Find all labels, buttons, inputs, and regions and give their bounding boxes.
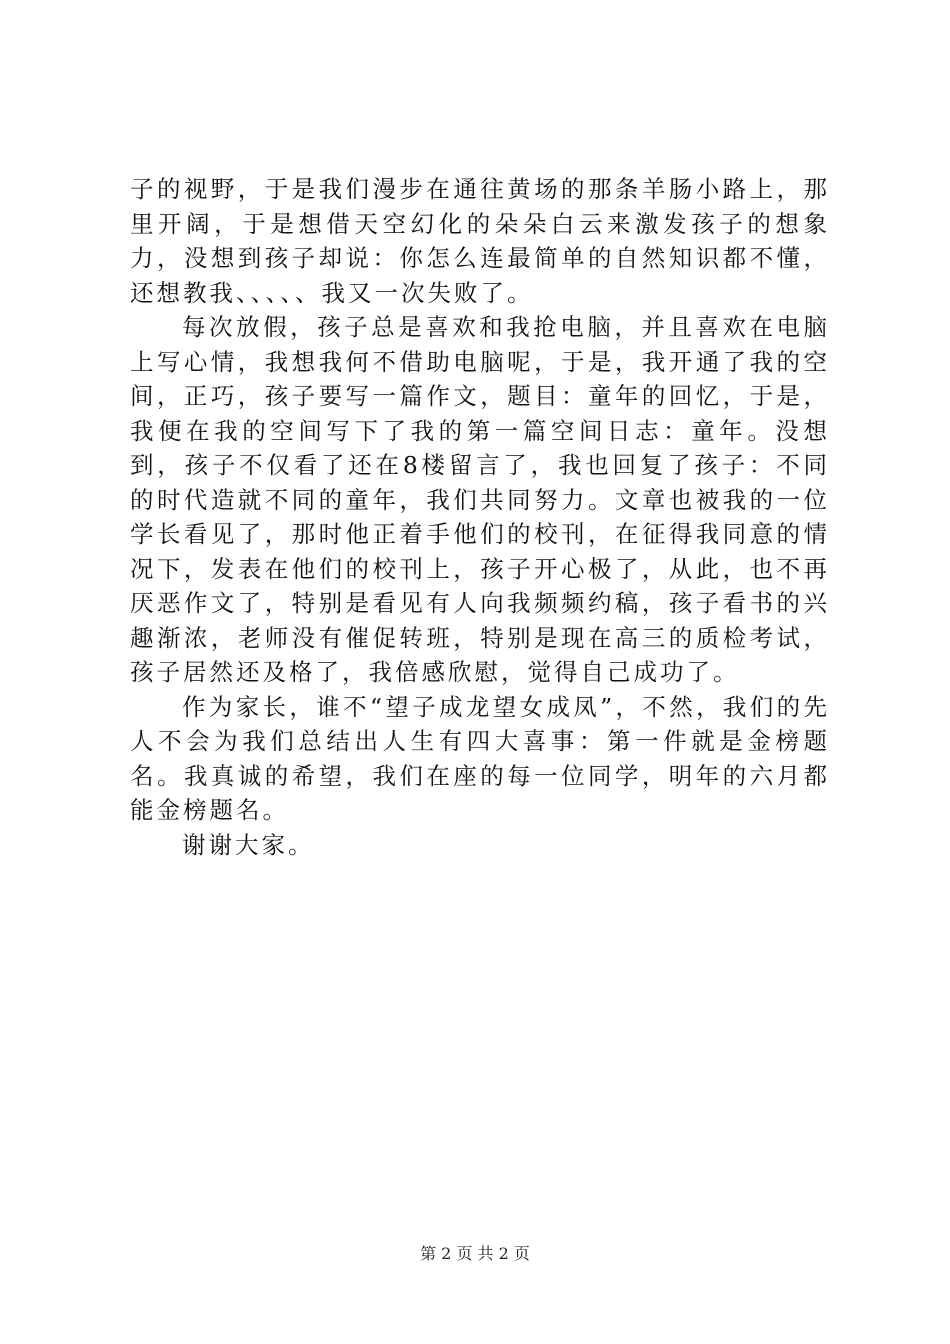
paragraph-1: 子的视野，于是我们漫步在通往黄场的那条羊肠小路上，那里开阔，于是想借天空幻化的朵朵白云来激发孩子的想象力，没想到孩子却说：你怎么连最简单的自然知识都不懂，还想教我、、、、、我又一次失败了。 <box>130 175 830 307</box>
paragraph-3: 作为家长，谁不“望子成龙望女成凤”，不然，我们的先人不会为我们总结出人生有四大喜事：第一件就是金榜题名。我真诚的希望，我们在座的每一位同学，明年的六月都能金榜题名。 <box>130 692 830 824</box>
paragraph-2: 每次放假，孩子总是喜欢和我抢电脑，并且喜欢在电脑上写心情，我想我何不借助电脑呢，于是，我开通了我的空间，正巧，孩子要写一篇作文，题目：童年的回忆，于是，我便在我的空间写下了我的第一篇空间日志：童年。没想到，孩子不仅看了还在8楼留言了，我也回复了孩子：不同的时代造就不同的童年，我们共同努力。文章也被我的一位学长看见了，那时他正着手他们的校刊，在征得我同意的情况下，发表在他们的校刊上，孩子开心极了，从此，也不再厌恶作文了，特别是看见有人向我频频约稿，孩子看书的兴趣渐浓，老师没有催促转班，特别是现在高三的质检考试，孩子居然还及格了，我倍感欣慰，觉得自己成功了。 <box>130 313 830 686</box>
page-number-footer: 第 2 页 共 2 页 <box>420 1244 530 1263</box>
body-text <box>130 172 830 862</box>
paragraph-4: 谢谢大家。 <box>182 830 315 859</box>
